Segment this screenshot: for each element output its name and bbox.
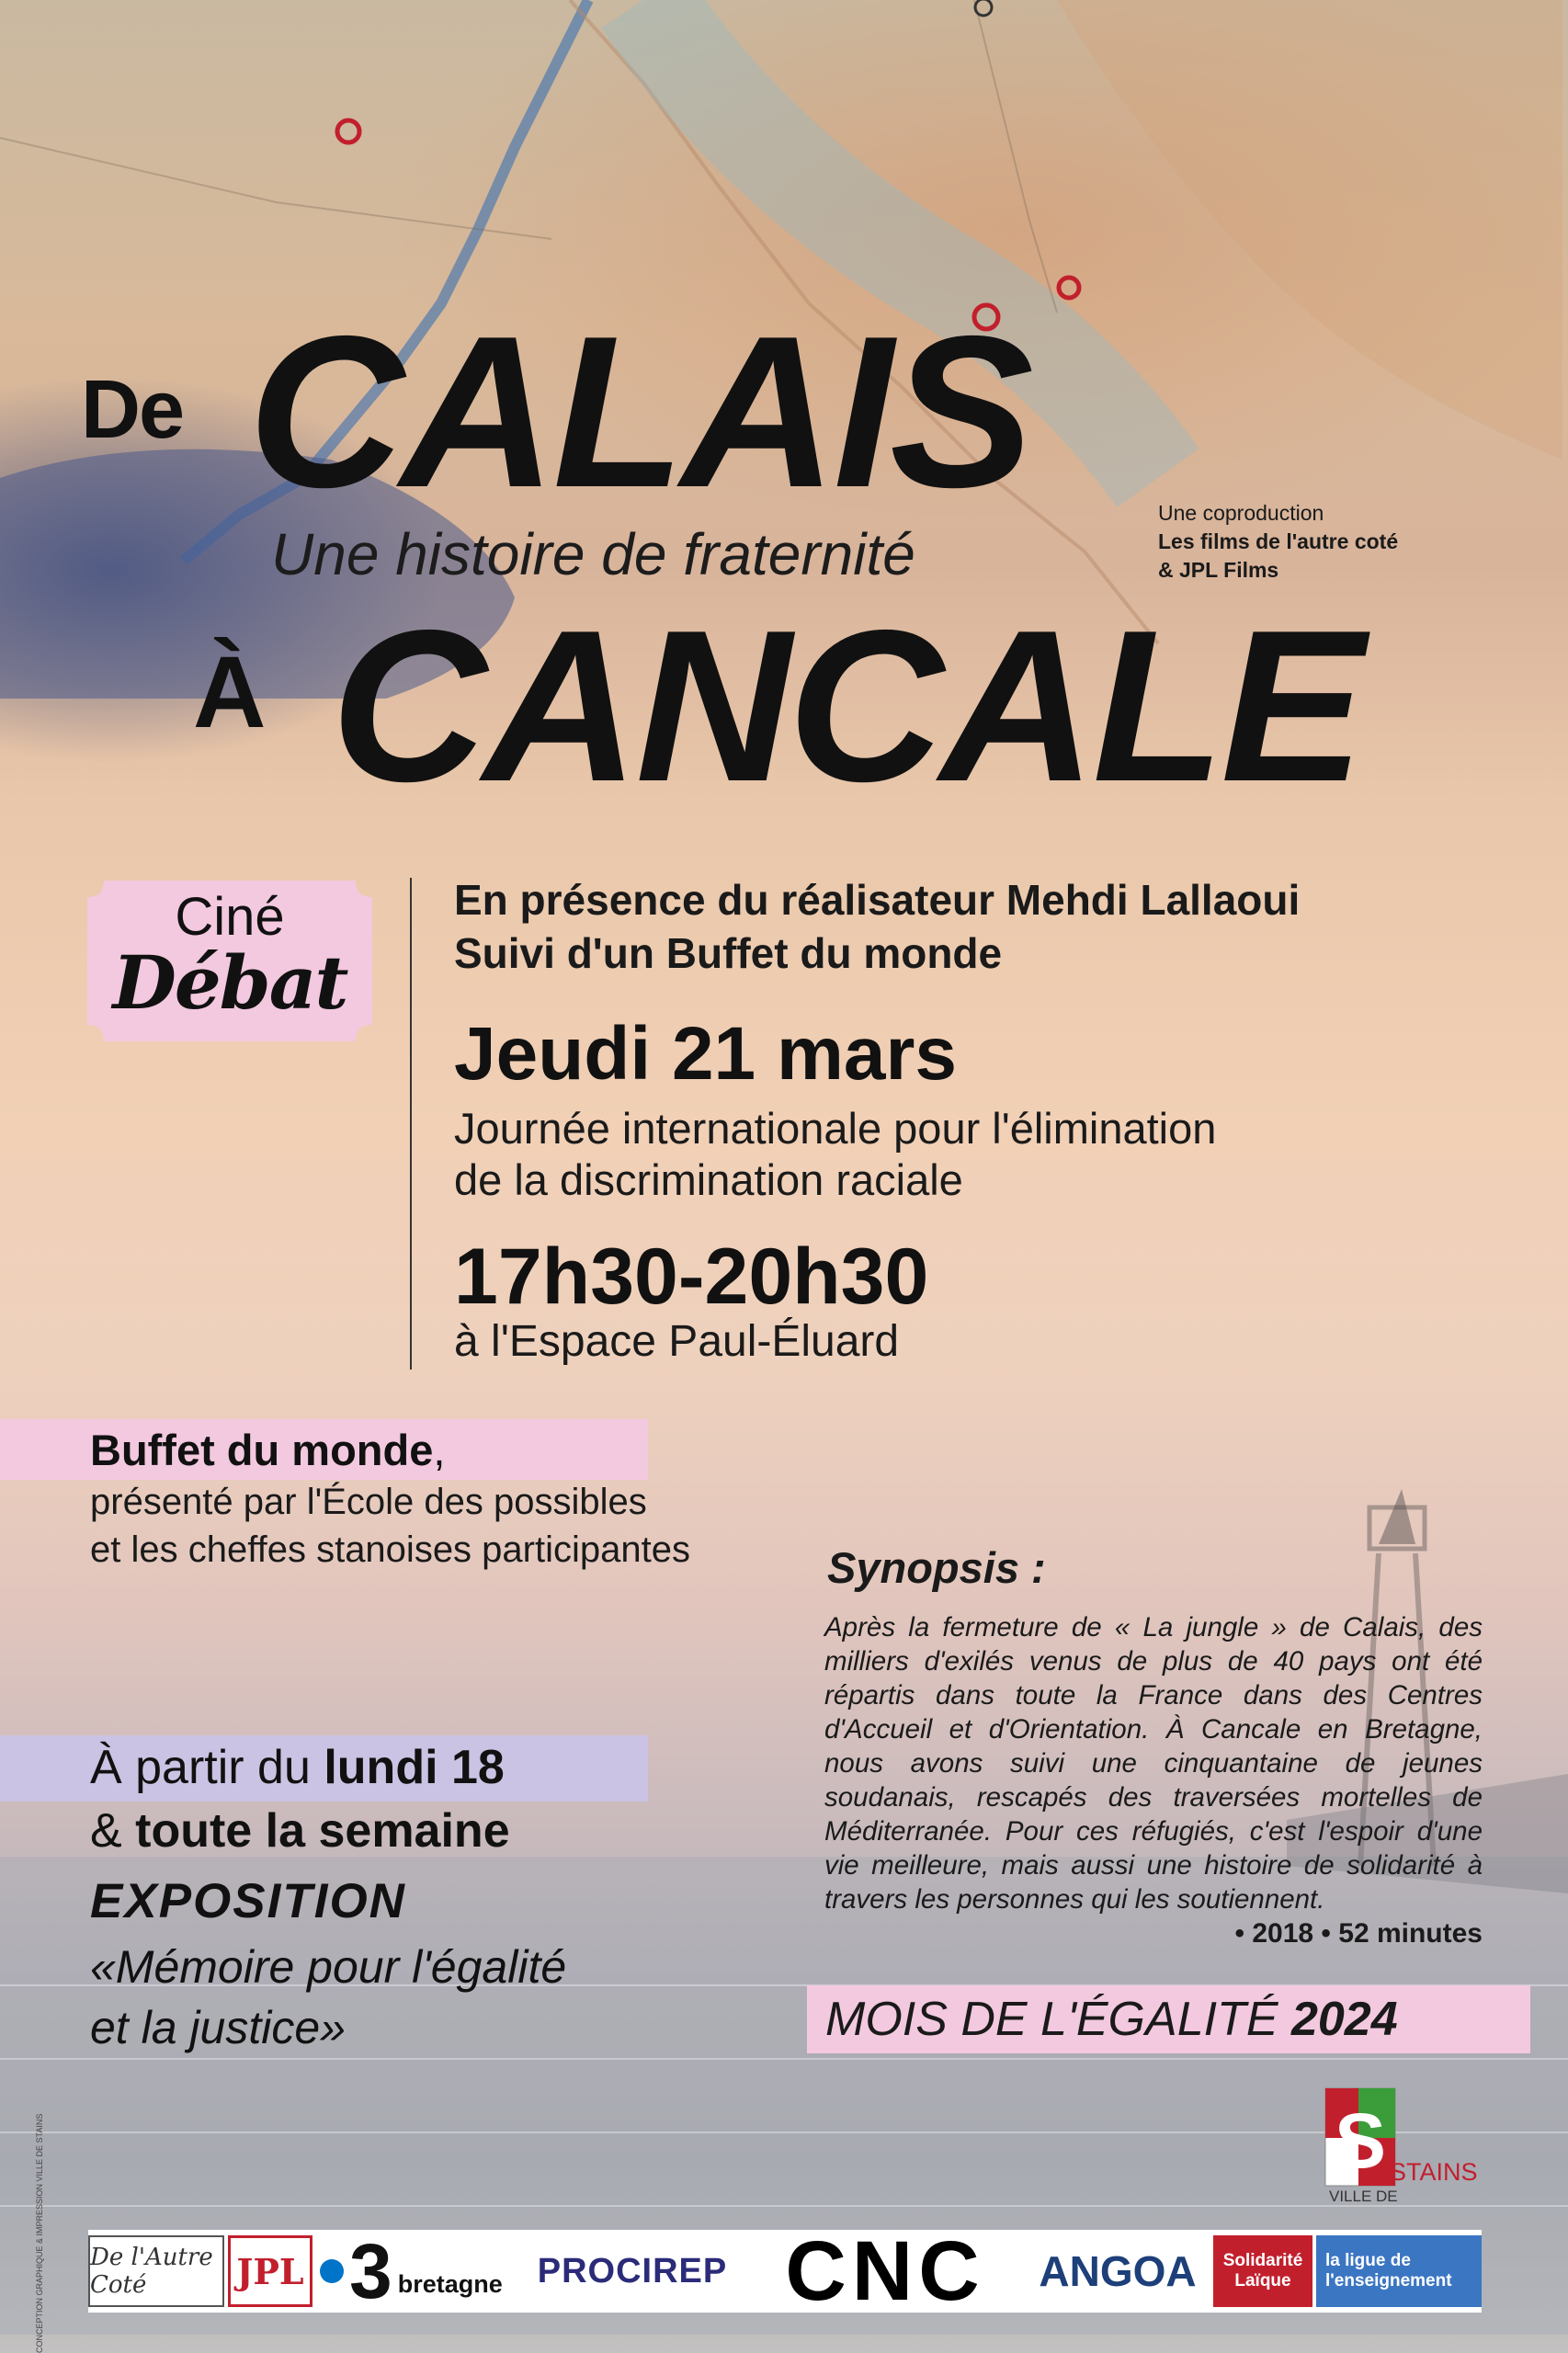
synopsis-title: Synopsis : [827, 1543, 1046, 1592]
event-journee-line2: de la discrimination raciale [454, 1155, 963, 1204]
logo-procirep: PROCIREP [537, 2251, 728, 2290]
event-suivi-line: Suivi d'un Buffet du monde [454, 929, 1003, 977]
event-presence [454, 873, 1300, 980]
map-city-dot [337, 120, 359, 142]
exposition-label: EXPOSITION [90, 1874, 406, 1928]
mois-year: 2024 [1290, 1993, 1398, 2046]
buffet-title [90, 1425, 445, 1475]
stains-s-icon [1324, 2086, 1397, 2188]
synopsis-meta: • 2018 • 52 minutes [1234, 1918, 1483, 1949]
ville-de-stains-logo [1324, 2086, 1489, 2206]
exposition-start [90, 1740, 505, 1795]
synopsis-text: Après la fermeture de « La jungle » de Calais, des milliers d'exilés venus de plus de 40 pays ont été répartis dans toute la France dans des Centres d'Accueil et d'Orientation. À Cancale en Bretagne, nous avons suivi une cinquantaine de jeunes soudanais, rescapés des traversées mortelles de Méditerranée. Pour ces réfugiés, c'est l'espoir d'une vie meilleure, mais aussi une histoire de solidarité à travers les personnes qui les soutiennent. [824, 1612, 1483, 1915]
buffet-title-text: Buffet du monde [90, 1426, 434, 1474]
cine-debat-badge [87, 881, 372, 1041]
svg-text:S: S [1334, 2097, 1387, 2184]
logo-cnc: CNC [785, 2224, 985, 2318]
exposition-amp: & [90, 1804, 136, 1858]
buffet-description [90, 1478, 690, 1574]
title-cancale: CANCALE [331, 585, 1361, 826]
mois-label: MOIS DE L'ÉGALITÉ [825, 1993, 1278, 2046]
buffet-line1: présenté par l'École des possibles [90, 1482, 647, 1522]
france3-bretagne: bretagne [397, 2269, 503, 2298]
title-de: De [81, 364, 184, 456]
solidarite-line2: Laïque [1234, 2271, 1291, 2290]
title-a: À [193, 636, 267, 749]
logo-angoa: ANGOA [1039, 2247, 1197, 2295]
event-journee [454, 1103, 1216, 1206]
solidarite-line1: Solidarité [1222, 2251, 1303, 2270]
badge-cine: Ciné [175, 887, 285, 947]
logo-france3-bretagne [316, 2228, 509, 2314]
event-journee-line1: Journée internationale pour l'élimination [454, 1104, 1217, 1153]
event-date: Jeudi 21 mars [454, 1012, 957, 1096]
coproduction-line1: Une coproduction [1158, 501, 1324, 525]
exposition-title [90, 1937, 566, 2058]
divider [410, 878, 412, 1370]
france3-number: 3 [349, 2228, 392, 2314]
partner-logos [88, 2224, 1482, 2318]
exposition-duration [90, 1803, 510, 1859]
event-time: 17h30-20h30 [454, 1233, 929, 1321]
buffet-title-comma: , [433, 1426, 446, 1474]
stains-ville-de: VILLE DE [1329, 2188, 1398, 2205]
mois-egalite [825, 1992, 1398, 2047]
logo-ligue-enseignement [1316, 2235, 1482, 2307]
event-location: à l'Espace Paul-Éluard [454, 1317, 900, 1366]
buffet-line2: et les cheffes stanoises participantes [90, 1529, 690, 1570]
ligue-line1: la ligue de [1325, 2251, 1411, 2270]
logo-solidarite-laique [1213, 2235, 1312, 2307]
title-calais: CALAIS [248, 290, 1030, 532]
coproduction-line2: Les films de l'autre coté [1158, 529, 1399, 553]
logo-jpl-films: JPL [228, 2235, 312, 2307]
ligue-line2: l'enseignement [1325, 2271, 1452, 2290]
exposition-semaine: toute la semaine [135, 1804, 510, 1858]
print-credits: CONCEPTION GRAPHIQUE & IMPRESSION VILLE DE STAINS [35, 2113, 44, 2353]
logo-de-l-autre-cote: De l'Autre Coté [88, 2235, 224, 2307]
exposition-title-line1: «Mémoire pour l'égalité [90, 1941, 567, 1993]
stains-name: STAINS [1390, 2158, 1478, 2186]
event-presence-line: En présence du réalisateur Mehdi Lallaoui [454, 876, 1301, 924]
subtitle: Une histoire de fraternité [271, 521, 915, 587]
coproduction-line3: & JPL Films [1158, 558, 1279, 582]
exposition-lundi: lundi 18 [324, 1741, 505, 1794]
coproduction-credit [1158, 499, 1398, 585]
exposition-a-partir: À partir du [90, 1741, 324, 1794]
map-city-dot [1059, 278, 1079, 298]
france3-dot-icon [320, 2259, 344, 2283]
exposition-title-line2: et la justice» [90, 2002, 346, 2053]
map-city-dot [975, 0, 992, 16]
badge-debat: Débat [112, 939, 347, 1026]
